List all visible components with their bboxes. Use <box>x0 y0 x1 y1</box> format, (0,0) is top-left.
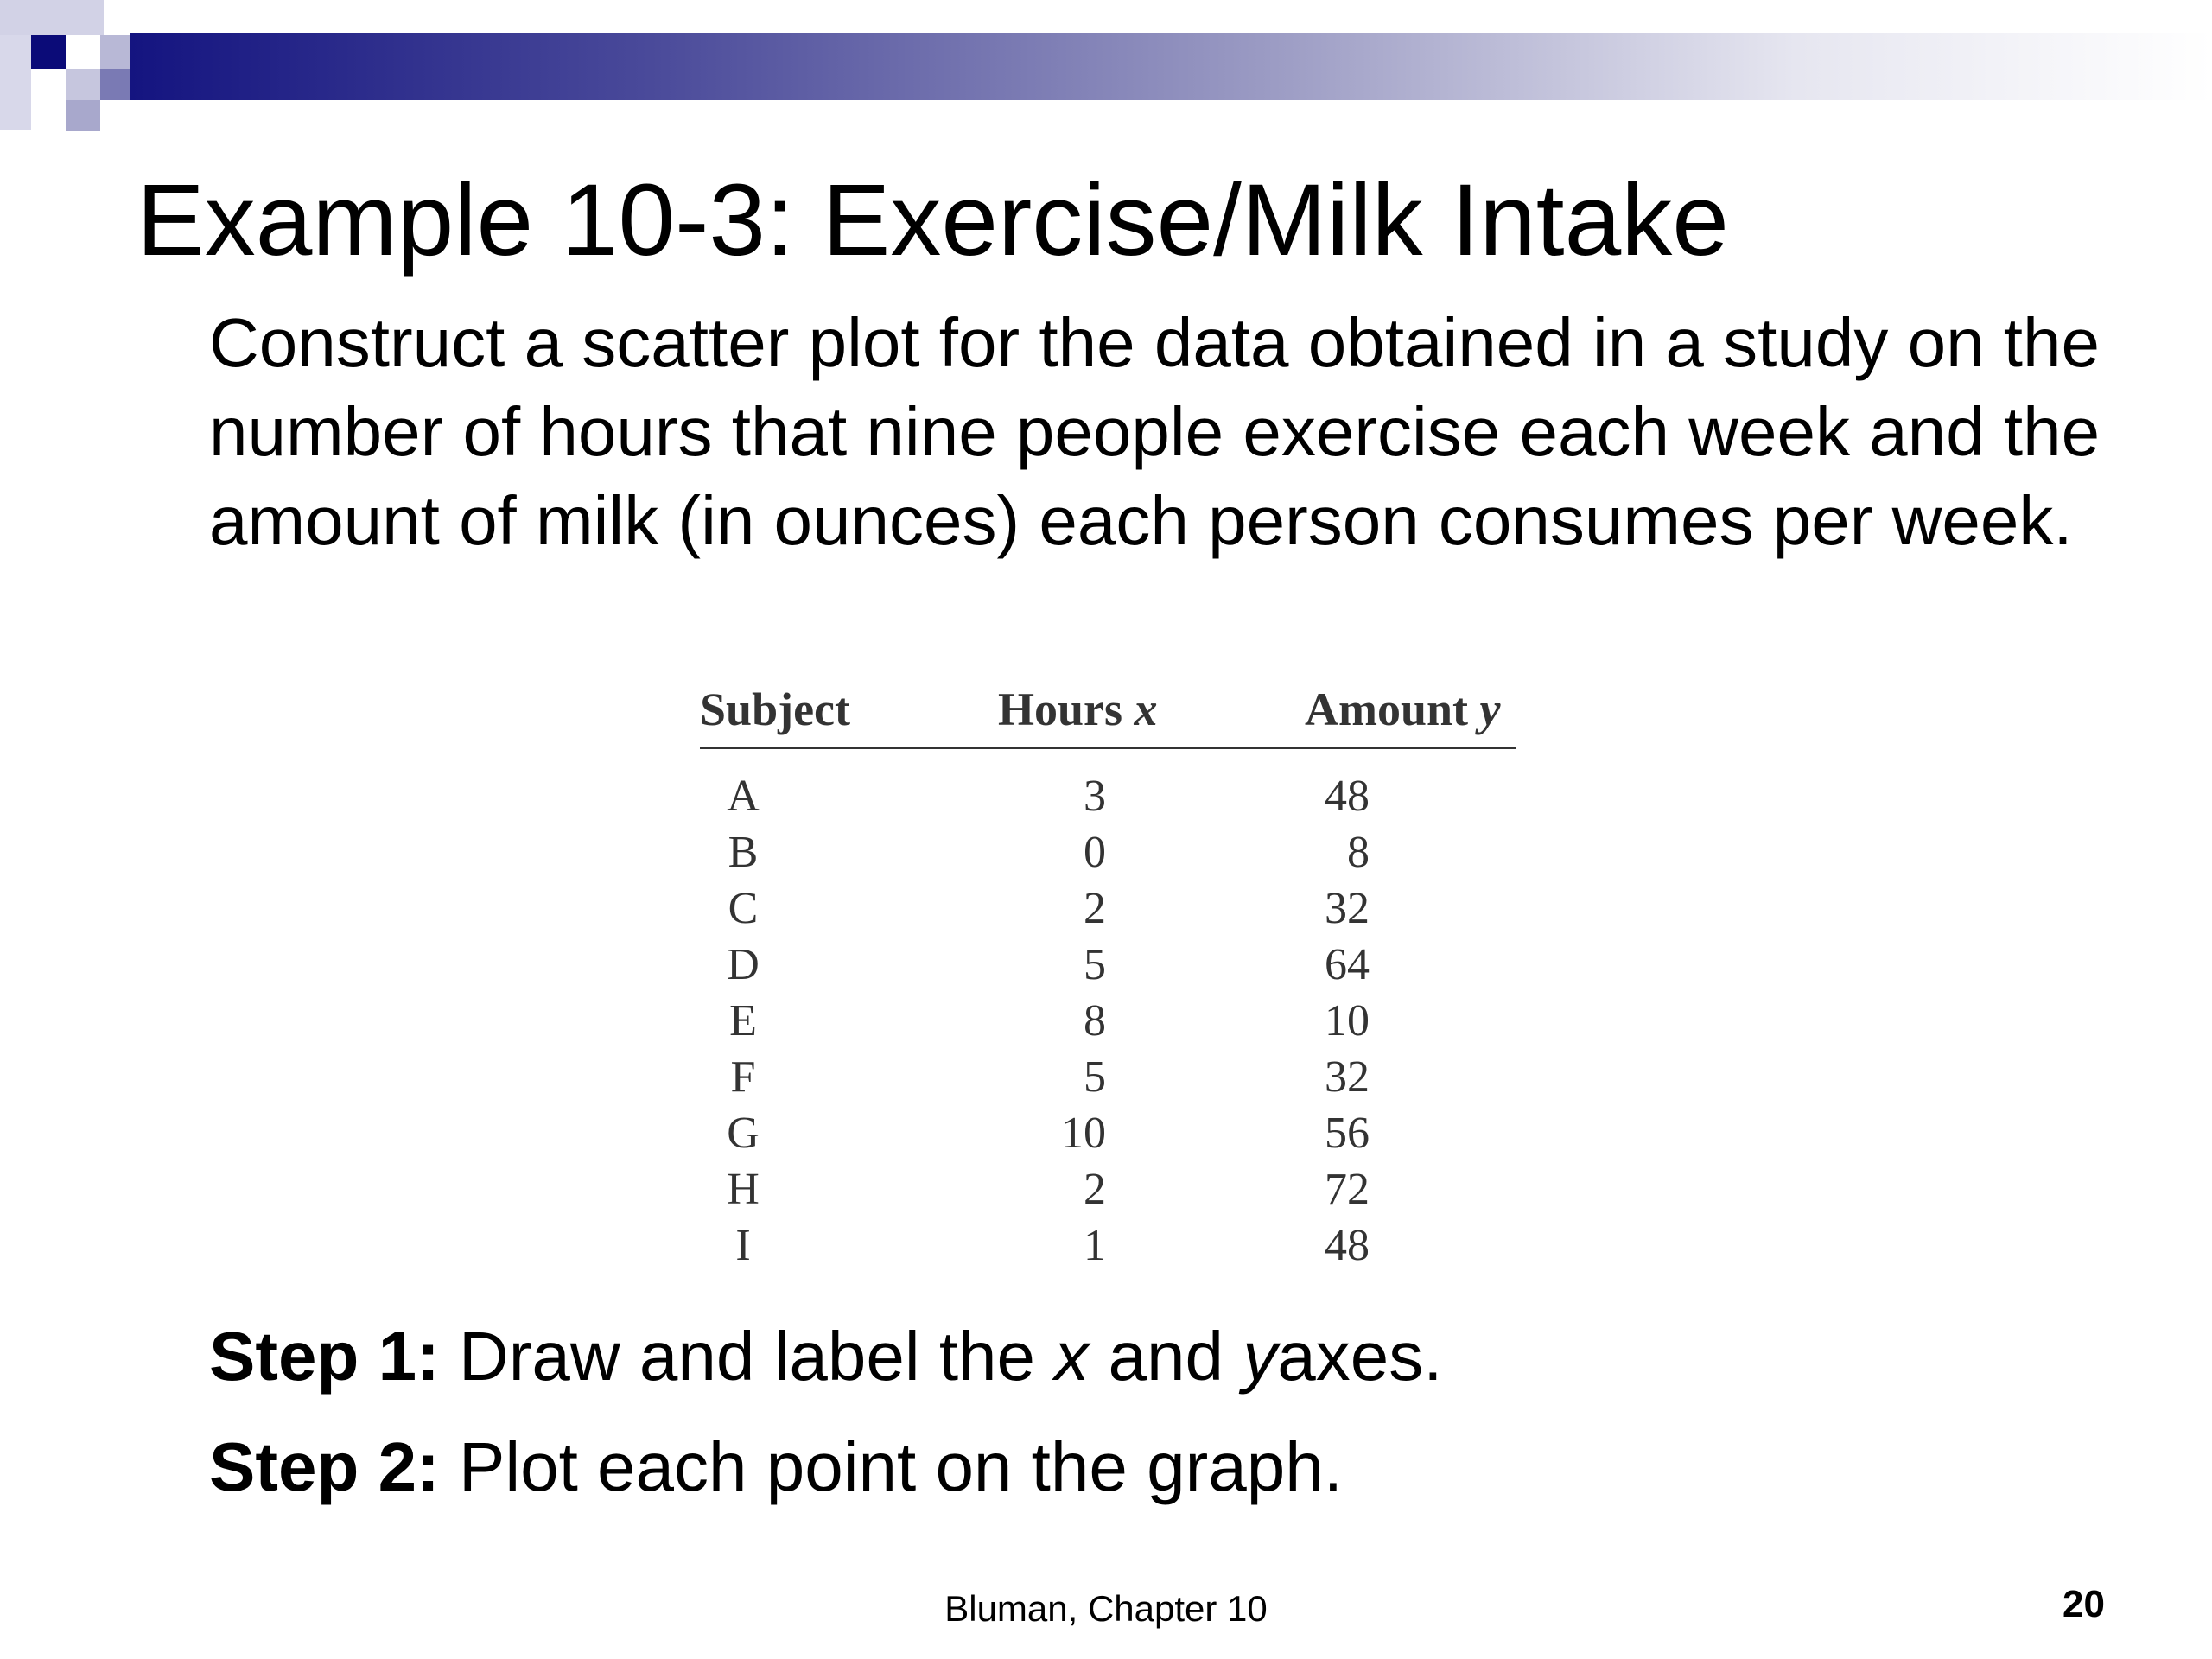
header-decoration <box>66 35 100 69</box>
cell-amount: 56 <box>1325 1109 1370 1158</box>
cell-hours-value: 1 <box>1084 1221 1106 1270</box>
cell-amount: 8 <box>1347 828 1370 877</box>
step-2-text: Plot each point on the graph. <box>458 1428 1343 1505</box>
step-1-text: and <box>1108 1318 1224 1395</box>
cell-hours <box>933 771 1106 822</box>
slide-title: Example 10-3: Exercise/Milk Intake <box>137 163 1729 277</box>
cell-hours <box>933 1220 1106 1271</box>
cell-hours-value: 10 <box>1061 1109 1106 1158</box>
cell-amount: 72 <box>1325 1165 1370 1214</box>
step-1-label: Step 1: <box>209 1318 440 1395</box>
table-row <box>700 993 1516 1049</box>
cell-hours-value: 0 <box>1084 828 1106 877</box>
table-row <box>700 768 1516 824</box>
cell-hours <box>933 1164 1106 1215</box>
table-row <box>700 880 1516 937</box>
header-subject-label: Subject <box>700 683 850 735</box>
header-amount <box>1305 683 1516 736</box>
header-decoration <box>0 35 31 130</box>
table-row <box>700 824 1516 880</box>
footer-source: Bluman, Chapter 10 <box>944 1588 1268 1629</box>
cell-hours-value: 8 <box>1084 996 1106 1046</box>
cell-hours-value: 2 <box>1084 884 1106 933</box>
cell-amount: 32 <box>1325 884 1370 933</box>
header-decoration <box>66 100 100 131</box>
cell-subject: C <box>728 884 759 933</box>
cell-subject: D <box>727 940 760 989</box>
header-hours-variable: x <box>1134 683 1158 735</box>
table-header <box>700 672 1516 749</box>
header-amount-variable: y <box>1479 683 1501 735</box>
table-row <box>700 1049 1516 1105</box>
table-body <box>700 749 1516 1274</box>
cell-hours <box>933 995 1106 1046</box>
cell-subject: B <box>728 828 759 877</box>
cell-subject: I <box>735 1221 751 1270</box>
header-decoration <box>100 69 131 100</box>
page-number: 20 <box>2063 1583 2105 1625</box>
table-row <box>700 1161 1516 1217</box>
header-amount-label: Amount <box>1305 683 1469 735</box>
cell-hours <box>933 883 1106 934</box>
cell-amount: 64 <box>1325 940 1370 989</box>
header-decoration <box>31 35 66 69</box>
step-1 <box>209 1313 1442 1400</box>
header-decoration <box>0 0 104 35</box>
cell-subject: A <box>727 772 760 821</box>
step-2 <box>209 1424 1343 1510</box>
header-hours-label: Hours <box>998 683 1123 735</box>
cell-subject: G <box>727 1109 760 1158</box>
cell-amount: 32 <box>1325 1052 1370 1102</box>
header-hours <box>998 683 1305 736</box>
cell-hours-value: 3 <box>1084 772 1106 821</box>
table-row <box>700 1217 1516 1274</box>
cell-hours <box>933 939 1106 990</box>
step-1-var-y: y <box>1243 1318 1278 1395</box>
cell-amount: 10 <box>1325 996 1370 1046</box>
header-subject <box>700 683 998 736</box>
header-decoration <box>66 69 100 100</box>
cell-hours-value: 5 <box>1084 1052 1106 1102</box>
header-gradient-band <box>130 33 2212 100</box>
cell-hours-value: 5 <box>1084 940 1106 989</box>
cell-hours-value: 2 <box>1084 1165 1106 1214</box>
step-1-text: Draw and label the <box>458 1318 1036 1395</box>
cell-hours <box>933 1108 1106 1159</box>
cell-subject: E <box>729 996 757 1046</box>
step-2-label: Step 2: <box>209 1428 440 1505</box>
step-1-text: axes. <box>1277 1318 1443 1395</box>
cell-amount: 48 <box>1325 1221 1370 1270</box>
header-decoration <box>31 69 66 104</box>
cell-hours <box>933 827 1106 878</box>
cell-amount: 48 <box>1325 772 1370 821</box>
table-row <box>700 1105 1516 1161</box>
cell-hours <box>933 1052 1106 1103</box>
intro-paragraph: Construct a scatter plot for the data obtained in a study on the number of hours that nine people exercise each week and the amount of milk (in ounces) each person consumes per week. <box>209 304 2101 559</box>
cell-subject: F <box>730 1052 756 1102</box>
data-table <box>700 672 1516 1274</box>
table-row <box>700 937 1516 993</box>
cell-subject: H <box>727 1165 760 1214</box>
step-1-var-x: x <box>1054 1318 1090 1395</box>
